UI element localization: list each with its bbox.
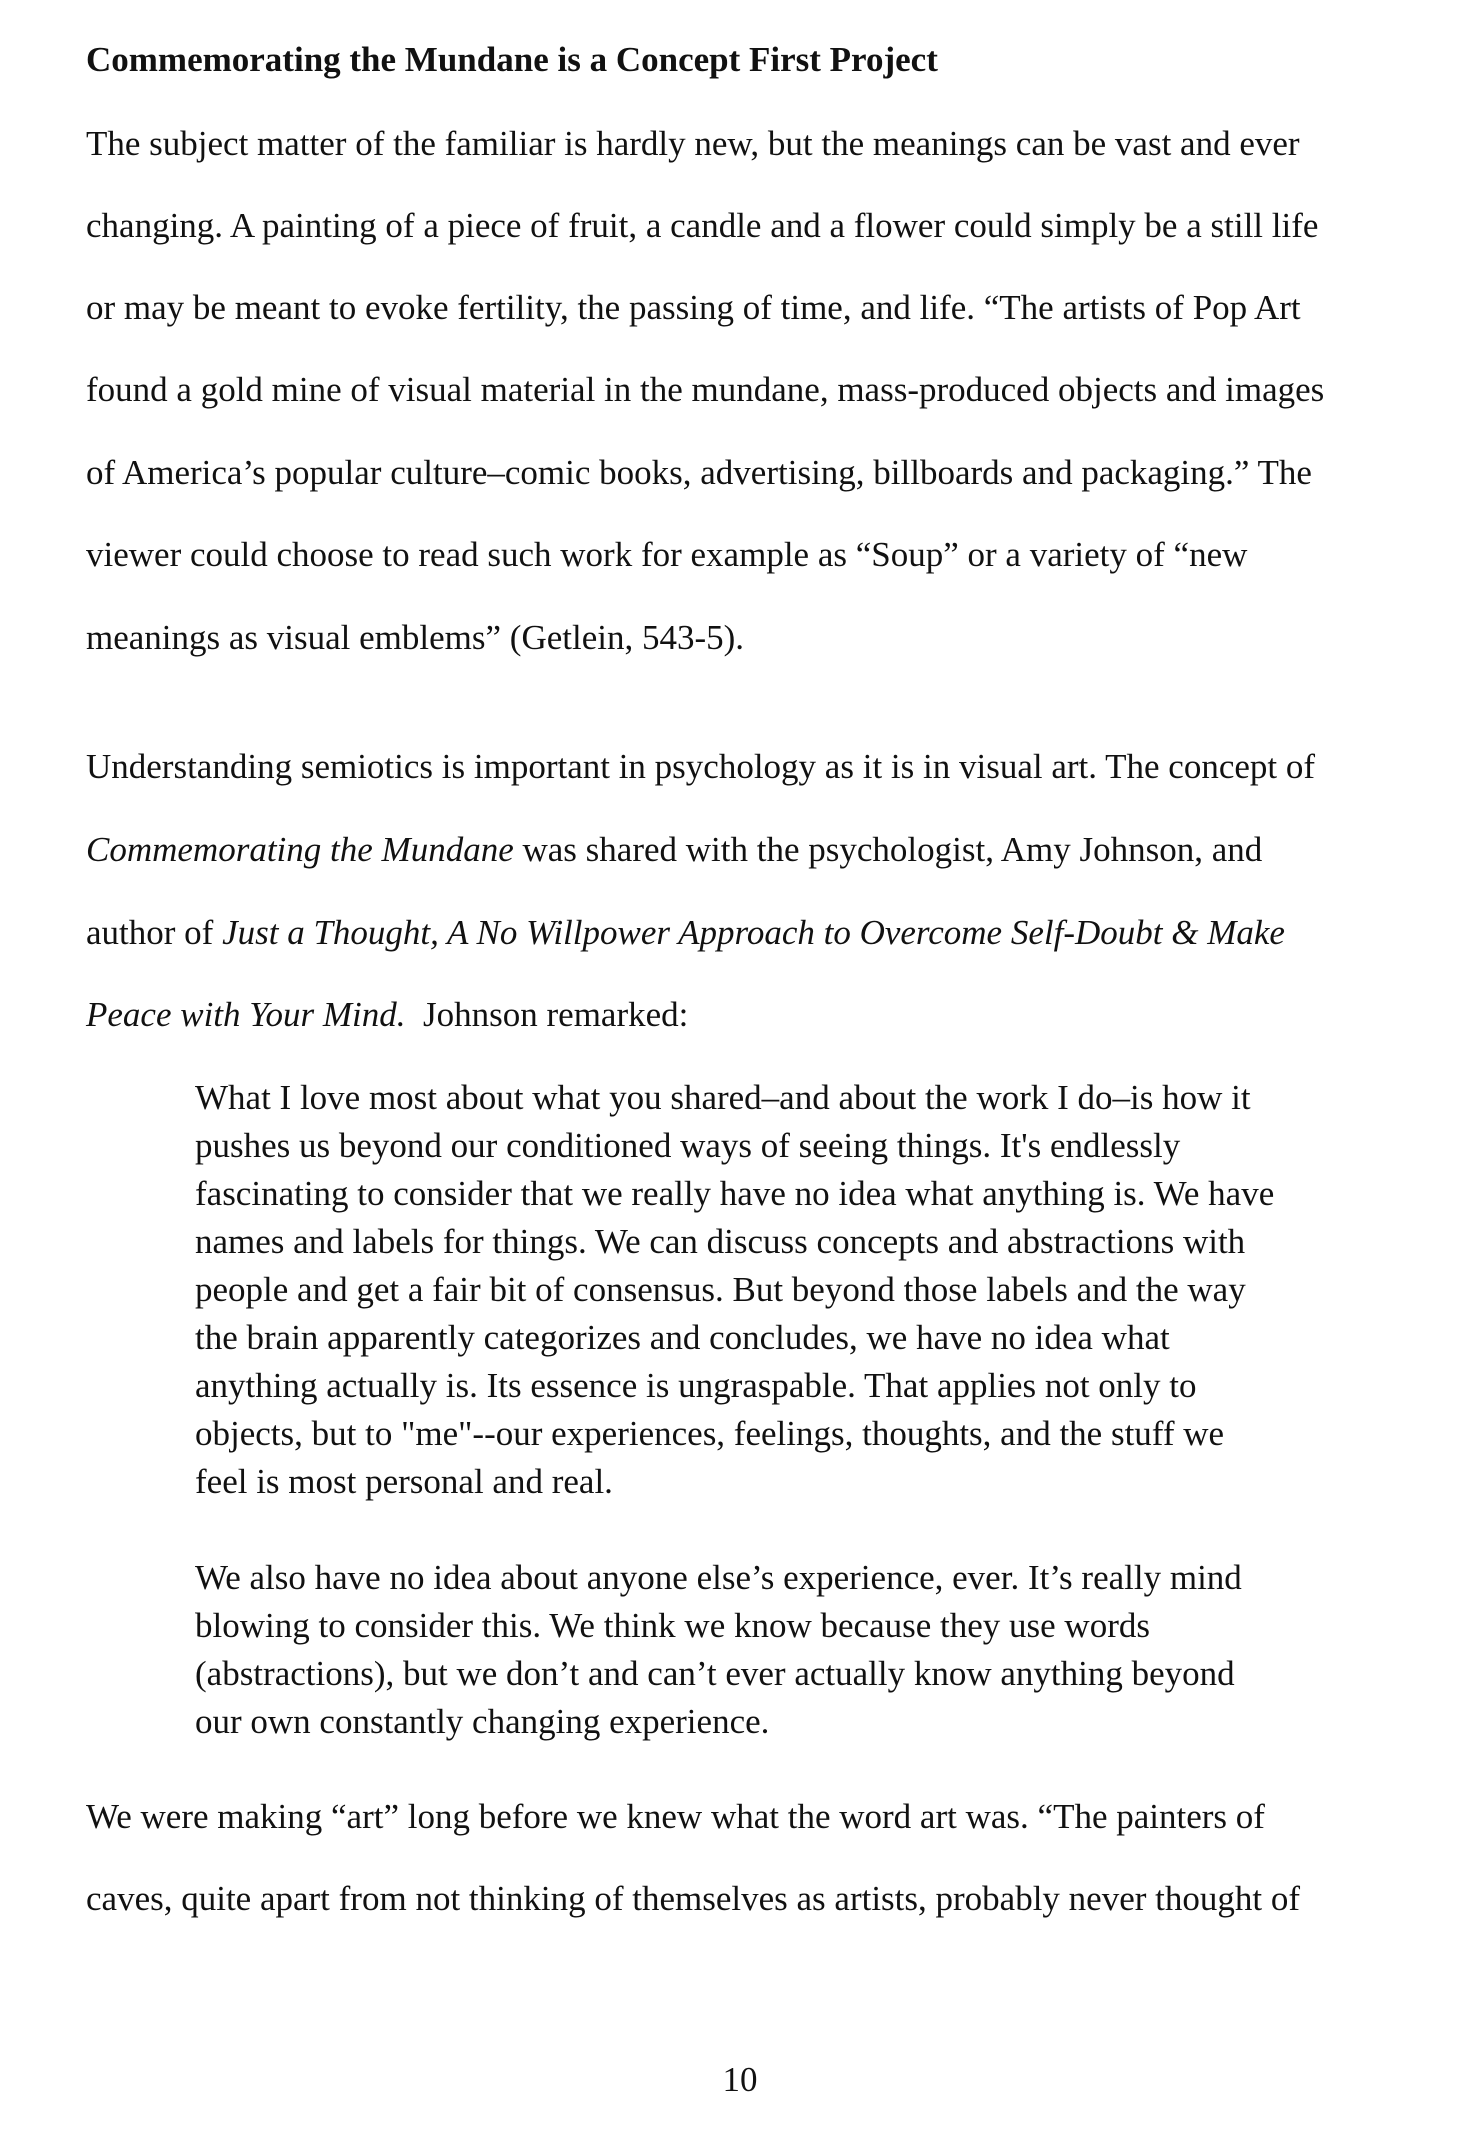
page-number: 10	[722, 2060, 758, 2099]
quote-line: anything actually is. Its essence is ungraspable. That applies not only to	[195, 1366, 1197, 1405]
quote-line: our own constantly changing experience.	[195, 1702, 770, 1741]
paragraph-line: viewer could choose to read such work for example as “Soup” or a variety of “new	[86, 535, 1248, 574]
book-title-italic: Peace with Your Mind.	[86, 995, 406, 1034]
paragraph-line: meanings as visual emblems” (Getlein, 543-5).	[86, 618, 745, 657]
paragraph-line: of America’s popular culture–comic books, advertising, billboards and packaging.” The	[86, 453, 1312, 492]
quote-line: (abstractions), but we don’t and can’t ever actually know anything beyond	[195, 1654, 1235, 1693]
section-heading: Commemorating the Mundane is a Concept First Project	[86, 40, 938, 79]
quote-line: fascinating to consider that we really have no idea what anything is. We have	[195, 1174, 1275, 1213]
quote-line: people and get a fair bit of consensus. But beyond those labels and the way	[195, 1270, 1246, 1309]
paragraph-text: Johnson remarked:	[405, 995, 689, 1034]
quote-line: What I love most about what you shared–and about the work I do–is how it	[195, 1078, 1251, 1117]
quote-line: feel is most personal and real.	[195, 1462, 613, 1501]
paragraph-line: The subject matter of the familiar is hardly new, but the meanings can be vast and ever	[86, 124, 1300, 163]
paragraph-line: We were making “art” long before we knew what the word art was. “The painters of	[86, 1797, 1265, 1836]
book-title-italic: Commemorating the Mundane	[86, 830, 514, 869]
paragraph-line: caves, quite apart from not thinking of themselves as artists, probably never thought of	[86, 1879, 1301, 1918]
paragraph-line: found a gold mine of visual material in the mundane, mass-produced objects and images	[86, 370, 1325, 409]
quote-line: names and labels for things. We can discuss concepts and abstractions with	[195, 1222, 1246, 1261]
quote-line: blowing to consider this. We think we know because they use words	[195, 1606, 1150, 1645]
paragraph-line	[86, 995, 688, 1035]
paragraph-line: Understanding semiotics is important in psychology as it is in visual art. The concept of	[86, 747, 1316, 786]
quote-line: We also have no idea about anyone else’s experience, ever. It’s really mind	[195, 1558, 1242, 1597]
book-title-italic: Just a Thought, A No Willpower Approach to Overcome Self-Doubt & Make	[222, 913, 1285, 952]
quote-line: objects, but to "me"--our experiences, feelings, thoughts, and the stuff we	[195, 1414, 1225, 1453]
paragraph-line: changing. A painting of a piece of fruit, a candle and a flower could simply be a still life	[86, 206, 1319, 245]
quote-line: pushes us beyond our conditioned ways of seeing things. It's endlessly	[195, 1126, 1181, 1165]
quote-line: the brain apparently categorizes and concludes, we have no idea what	[195, 1318, 1170, 1357]
paragraph-line	[86, 913, 1285, 953]
paragraph-line: or may be meant to evoke fertility, the passing of time, and life. “The artists of Pop Art	[86, 288, 1301, 327]
paragraph-line	[86, 830, 1262, 870]
paragraph-text: author of	[86, 913, 223, 952]
paragraph-text: was shared with the psychologist, Amy Johnson, and	[513, 830, 1263, 869]
